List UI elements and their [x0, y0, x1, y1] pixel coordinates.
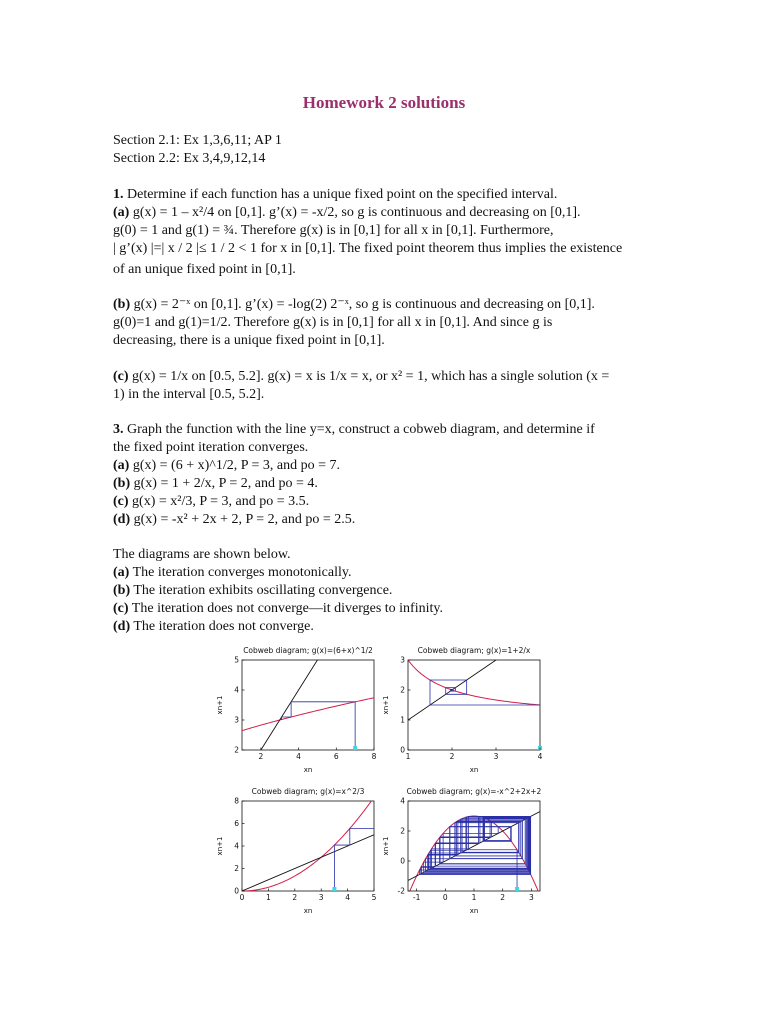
section-line: Section 2.2: Ex 3,4,9,12,14: [113, 151, 266, 166]
plot-area: [408, 642, 540, 750]
y-tick-label: 4: [234, 685, 239, 695]
function-curve: [408, 660, 540, 705]
q3-answer: (a) The iteration converges monotonically.: [113, 565, 352, 580]
identity-line: [242, 835, 374, 891]
q1-prompt-text: Determine if each function has a unique fixed point on the specified interval.: [127, 187, 558, 202]
x-tick-label: 2: [449, 752, 455, 761]
q1-prompt: [113, 186, 557, 204]
x-tick-label: 2: [500, 893, 506, 902]
x-tick-label: 3: [318, 893, 324, 902]
x-tick-label: 4: [537, 752, 543, 761]
q3-answer: (b) The iteration exhibits oscillating convergence.: [113, 583, 393, 598]
y-tick-label: 0: [400, 745, 405, 755]
y-tick-label: 4: [234, 841, 239, 851]
plot-frame: [242, 801, 374, 891]
x-tick-label: 4: [345, 893, 350, 902]
page-title: Homework 2 solutions: [302, 93, 466, 112]
y-tick-label: 1: [400, 715, 405, 725]
y-tick-label: 2: [234, 864, 239, 873]
plot-title: Cobweb diagram; g(x)=-x^2+2x+2: [406, 787, 542, 796]
section-line: Section 2.1: Ex 1,3,6,11; AP 1: [113, 133, 282, 148]
q3-item: (d) g(x) = -x² + 2x + 2, P = 2, and po = 2.5.: [113, 512, 356, 527]
q3-item: (c) g(x) = x²/3, P = 3, and po = 3.5.: [113, 494, 310, 509]
cobweb-plot-b: [378, 642, 553, 782]
y-tick-label: 2: [400, 685, 405, 695]
q3-prompt: 3. Graph the function with the line y=x, construct a cobweb diagram, and determine if: [113, 422, 595, 437]
x-tick-label: 1: [405, 752, 411, 761]
y-axis-label: xn+1: [382, 836, 390, 856]
y-tick-label: -2: [397, 886, 405, 896]
y-tick-label: 4: [400, 796, 405, 806]
x-axis-label: xn: [303, 766, 313, 774]
x-tick-label: 8: [371, 752, 377, 761]
q1-a-line: of an unique fixed point in [0,1].: [113, 262, 296, 277]
y-tick-label: 0: [400, 856, 405, 866]
q1-b-line: decreasing, there is a unique fixed point in [0,1].: [113, 333, 385, 348]
q3-answer: (d) The iteration does not converge.: [113, 619, 314, 634]
x-axis-label: xn: [469, 766, 479, 774]
q1-a-line: (a) g(x) = 1 – x²/4 on [0,1]. g’(x) = -x/2, so g is continuous and decreasing on [0,1].: [113, 205, 581, 220]
q1-b-line: g(0)=1 and g(1)=1/2. Therefore g(x) is in [0,1] for all x in [0,1]. And since g is: [113, 315, 553, 330]
x-tick-label: 3: [493, 752, 499, 761]
start-point-marker: [515, 887, 519, 891]
plot-title: Cobweb diagram; g(x)=1+2/x: [417, 646, 531, 655]
q3-prompt-line: the fixed point iteration converges.: [113, 440, 309, 455]
x-tick-label: 1: [266, 893, 271, 902]
x-tick-label: 0: [442, 893, 448, 902]
q3-item: (a) g(x) = (6 + x)^1/2, P = 3, and po = 7.: [113, 458, 340, 473]
cobweb-plot-d: [378, 783, 553, 923]
x-tick-label: 4: [296, 752, 301, 761]
x-tick-label: 2: [258, 752, 264, 761]
x-tick-label: 0: [239, 893, 245, 902]
y-tick-label: 2: [400, 826, 405, 836]
y-tick-label: 8: [234, 796, 239, 806]
cobweb-path: [420, 816, 531, 891]
x-tick-label: 1: [471, 893, 477, 902]
y-tick-label: 2: [234, 745, 239, 755]
y-tick-label: 0: [234, 886, 239, 896]
cobweb-path: [430, 680, 540, 750]
q1-a-line: | g’(x) |=| x / 2 |≤ 1 / 2 < 1 for x in [0,1]. The fixed point theorem thus implies the existence: [113, 241, 623, 256]
q3-number: 3.: [113, 422, 124, 437]
x-tick-label: 3: [529, 893, 534, 902]
function-curve: [242, 698, 374, 731]
plot-frame: [242, 660, 374, 750]
q1-c-line: (c) g(x) = 1/x on [0.5, 5.2]. g(x) = x is 1/x = x, or x² = 1, which has a single solution (x =: [113, 369, 610, 384]
x-axis-label: xn: [303, 907, 313, 915]
q1-b-line: (b) g(x) = 2⁻ˣ on [0,1]. g’(x) = -log(2) 2⁻ˣ, so g is continuous and decreasing on [0,1].: [113, 297, 595, 312]
plot-area: [242, 797, 387, 891]
y-tick-label: 3: [400, 655, 405, 665]
q1-number: 1.: [113, 187, 124, 202]
x-tick-label: 5: [371, 893, 377, 902]
y-axis-label: xn+1: [216, 836, 224, 856]
diagrams-intro: The diagrams are shown below.: [113, 547, 291, 562]
cobweb-path: [280, 702, 355, 750]
y-tick-label: 3: [234, 715, 239, 725]
y-axis-label: xn+1: [382, 695, 390, 715]
q1-a-line: g(0) = 1 and g(1) = ¾. Therefore g(x) is in [0,1] for all x in [0,1]. Furthermore,: [113, 223, 554, 238]
y-tick-label: 5: [234, 655, 239, 665]
x-axis-label: xn: [469, 907, 479, 915]
start-point-marker: [332, 887, 336, 891]
cobweb-plot-c: [212, 783, 387, 923]
x-tick-label: 6: [333, 752, 339, 761]
q3-answer: (c) The iteration does not converge—it diverges to infinity.: [113, 601, 443, 616]
plot-title: Cobweb diagram; g(x)=(6+x)^1/2: [243, 646, 373, 655]
cobweb-plot-a: [212, 642, 387, 782]
y-axis-label: xn+1: [216, 695, 224, 715]
plot-title: Cobweb diagram; g(x)=x^2/3: [251, 787, 365, 796]
plot-area: [408, 812, 540, 896]
q3-item: (b) g(x) = 1 + 2/x, P = 2, and po = 4.: [113, 476, 318, 491]
start-point-marker: [353, 746, 357, 750]
q1-c-line: 1) in the interval [0.5, 5.2].: [113, 387, 265, 402]
y-tick-label: 6: [234, 819, 239, 828]
x-tick-label: 2: [292, 893, 298, 902]
x-tick-label: -1: [412, 893, 421, 902]
function-curve: [242, 797, 374, 891]
